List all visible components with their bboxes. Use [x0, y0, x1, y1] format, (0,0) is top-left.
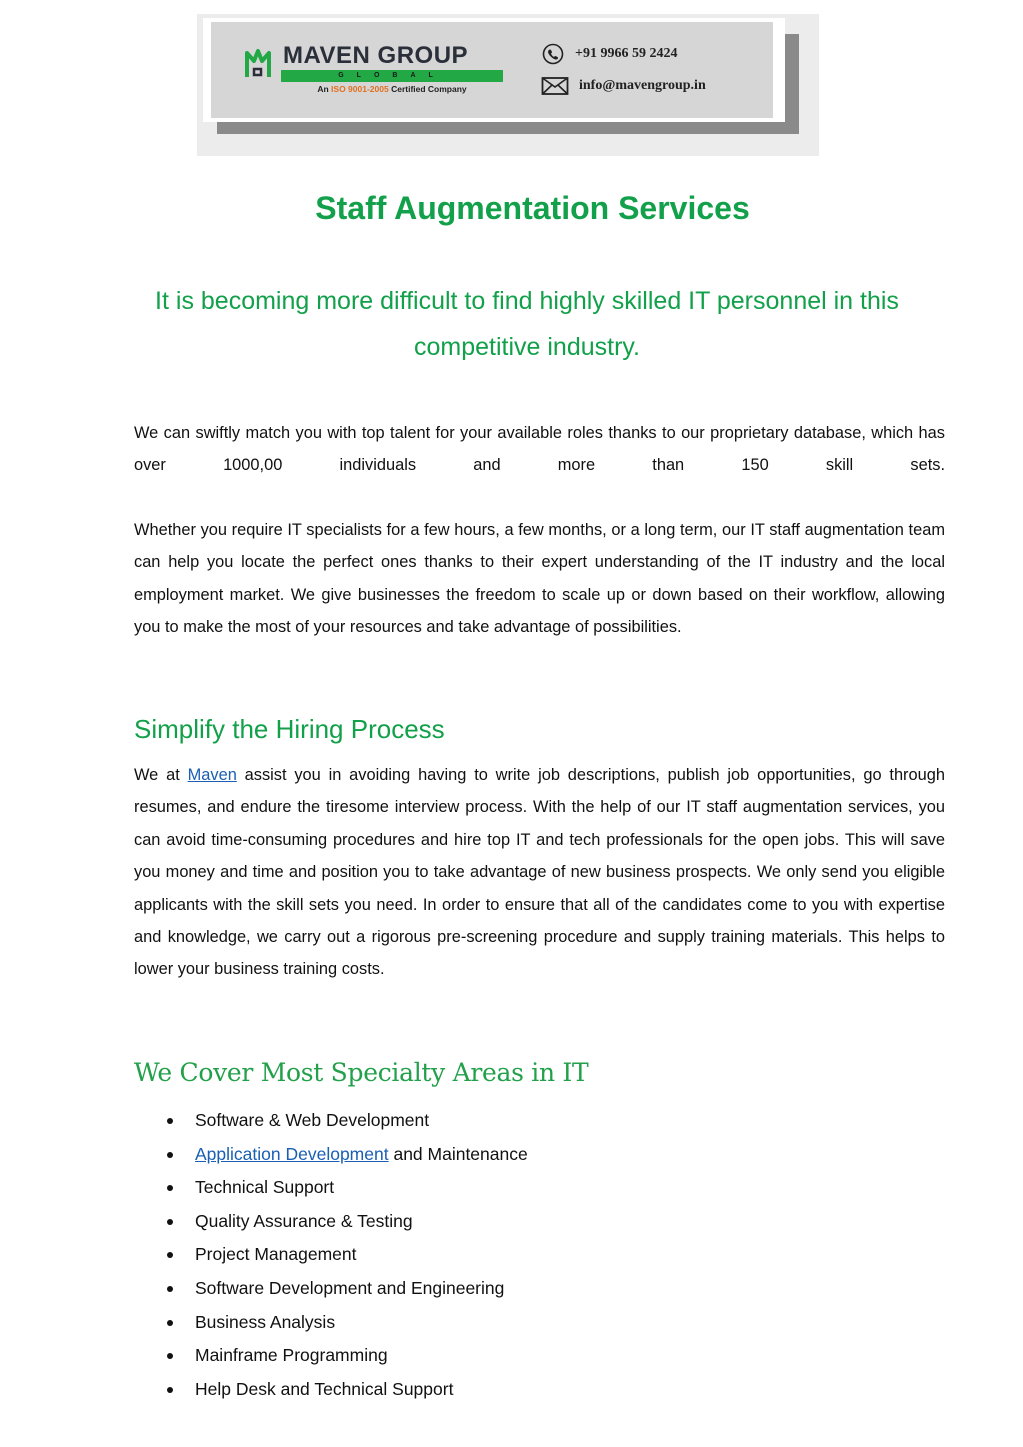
list-item [134, 1205, 528, 1239]
bullet-icon [167, 1185, 173, 1191]
hiring-process-heading: Simplify the Hiring Process [134, 714, 445, 744]
maven-link[interactable]: Maven [187, 766, 237, 784]
hiring-process-paragraph [134, 759, 945, 986]
list-item [134, 1373, 528, 1407]
intro-paragraph: We can swiftly match you with top talent for your available roles thanks to our proprietary database, which has over 1000,00 individuals and more than 150 skill sets. [134, 424, 945, 475]
logo-name: MAVEN GROUP [283, 42, 469, 69]
specialty-list [134, 1104, 528, 1406]
list-item [134, 1138, 528, 1172]
list-item [134, 1238, 528, 1272]
email-address: info@mavengroup.in [579, 78, 706, 93]
bullet-icon [167, 1353, 173, 1359]
specialty-areas-heading: We Cover Most Specialty Areas in IT [134, 1058, 589, 1087]
maven-logo-icon [245, 47, 271, 79]
list-item-text: Technical Support [195, 1177, 335, 1198]
list-item-text: and Maintenance [388, 1143, 528, 1164]
list-item-text: Help Desk and Technical Support [195, 1378, 454, 1399]
logo-certification [281, 84, 503, 94]
list-item [134, 1306, 528, 1340]
logo-subtitle-bar: GLOBAL [281, 70, 503, 82]
list-item-text: Mainframe Programming [195, 1345, 388, 1366]
bullet-icon [167, 1387, 173, 1393]
mail-icon [541, 76, 569, 96]
list-item [134, 1104, 528, 1138]
list-item [134, 1171, 528, 1205]
cert-prefix: An [317, 84, 329, 94]
list-item-text: Quality Assurance & Testing [195, 1210, 413, 1231]
list-item-text: Software Development and Engineering [195, 1277, 505, 1298]
cert-suffix: Certified Company [391, 84, 467, 94]
list-item [134, 1272, 528, 1306]
hiring-text-after: assist you in avoiding having to write job descriptions, publish job opportunities, go through resumes, and endure the tiresome interview process. With the help of our IT staff augmentation services, you can avoid time-consuming procedures and hire top IT and tech professionals for the open jobs. This will save you money and time and position you to take advantage of new business prospects. We only send you eligible applicants with the skill sets you need. In order to ensure that all of the candidates come to you with expertise and knowledge, we carry out a rigorous pre-screening procedure and supply training materials. This helps to lower your business training costs. [134, 766, 945, 979]
bullet-icon [167, 1152, 173, 1158]
staff-augmentation-paragraph: Whether you require IT specialists for a few hours, a few months, or a long term, our IT staff augmentation team can help you locate the perfect ones thanks to their expert understanding of the IT industry and the local employment market. We give businesses the freedom to scale up or down based on their workflow, allowing you to make the most of your resources and take advantage of possibilities. [134, 521, 945, 637]
list-item [134, 1339, 528, 1373]
bullet-icon [167, 1219, 173, 1225]
bullet-icon [167, 1320, 173, 1326]
header-banner-panel [211, 22, 773, 118]
header-banner [203, 18, 785, 122]
list-item-text: Business Analysis [195, 1311, 336, 1332]
bullet-icon [167, 1286, 173, 1292]
phone-icon [541, 43, 565, 65]
hiring-text-before: We at [134, 766, 188, 784]
contact-email [541, 75, 706, 97]
page-title: Staff Augmentation Services [315, 190, 750, 226]
list-item-text: Project Management [195, 1244, 357, 1265]
application-development-link[interactable]: Application Development [195, 1143, 389, 1164]
contact-phone [541, 43, 677, 65]
bullet-icon [167, 1252, 173, 1258]
list-item-text: Software & Web Development [195, 1110, 430, 1130]
cert-iso: ISO 9001-2005 [331, 84, 389, 94]
phone-number: +91 9966 59 2424 [575, 46, 678, 61]
bullet-icon [167, 1118, 173, 1124]
page-subtitle: It is becoming more difficult to find highly skilled IT personnel in this competitive industry. [155, 287, 899, 361]
